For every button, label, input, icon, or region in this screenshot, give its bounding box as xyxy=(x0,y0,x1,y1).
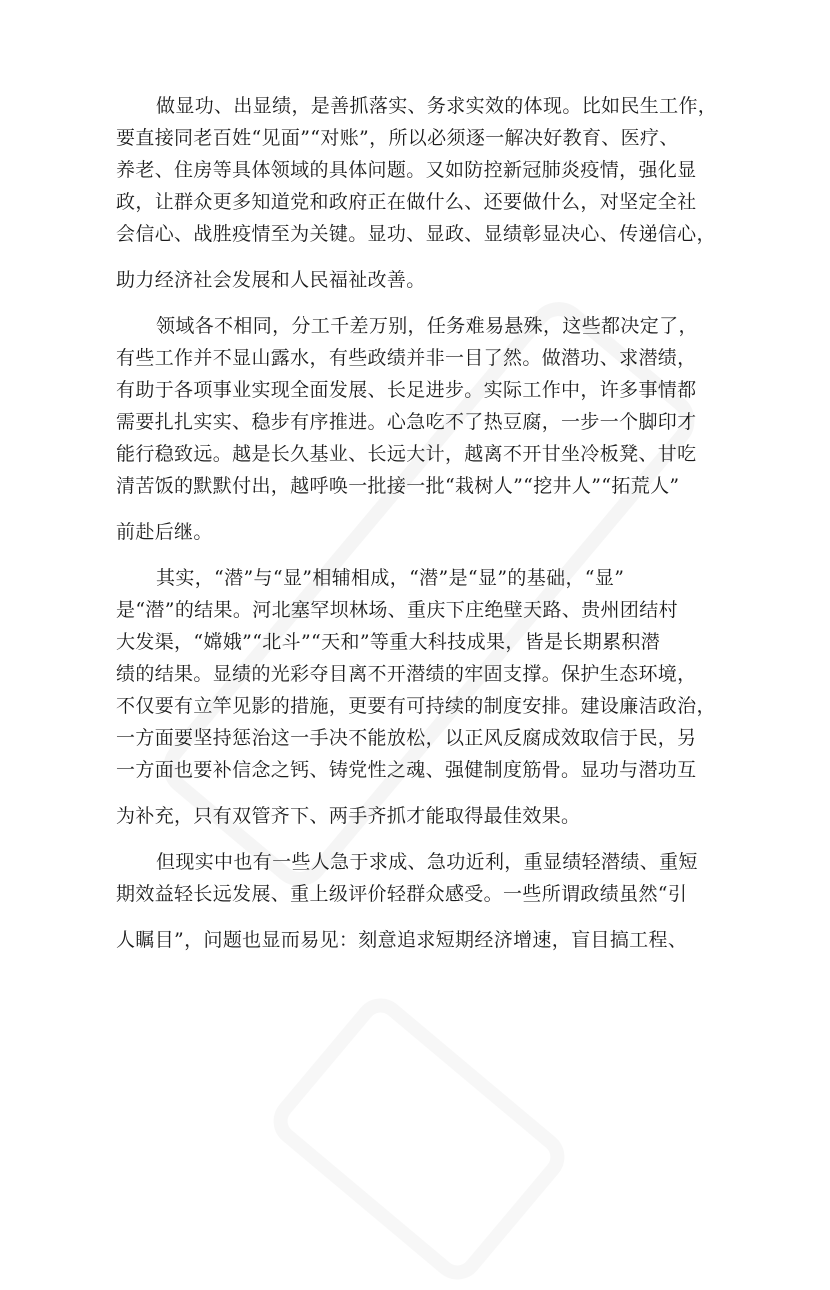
text-line: 不仅要有立竿见影的措施，更要有可持续的制度安排。建设廉洁政治， xyxy=(116,695,716,717)
watermark-shape-lower xyxy=(263,988,575,1290)
paragraph-4 xyxy=(116,846,716,956)
text-line: 养老、住房等具体领域的具体问题。又如防控新冠肺炎疫情，强化显 xyxy=(116,159,697,181)
text-line: 人瞩目”，问题也显而易见：刻意追求短期经济增速，盲目搞工程、 xyxy=(116,929,688,951)
text-line: 是“潜”的结果。河北塞罕坝林场、重庆下庄绝壁天路、贵州团结村 xyxy=(116,599,678,621)
text-line: 会信心、战胜疫情至为关键。显功、显政、显绩彰显决心、传递信心， xyxy=(116,223,716,245)
text-line: 清苦饭的默默付出，越呼唤一批接一批“栽树人”“挖井人”“拓荒人” xyxy=(116,475,680,497)
text-line: 有些工作并不显山露水，有些政绩并非一目了然。做潜功、求潜绩， xyxy=(116,347,697,369)
text-line: 需要扎扎实实、稳步有序推进。心急吃不了热豆腐，一步一个脚印才 xyxy=(116,411,697,433)
text-line: 政，让群众更多知道党和政府正在做什么、还要做什么，对坚定全社 xyxy=(116,191,697,213)
text-line: 为补充，只有双管齐下、两手齐抓才能取得最佳效果。 xyxy=(116,805,581,827)
text-line: 一方面也要补信念之钙、铸党性之魂、强健制度筋骨。显功与潜功互 xyxy=(116,759,697,781)
text-line: 能行稳致远。越是长久基业、长远大计，越离不开甘坐冷板凳、甘吃 xyxy=(116,443,697,465)
text-line: 一方面要坚持惩治这一手决不能放松，以正风反腐成效取信于民，另 xyxy=(116,727,697,749)
paragraph-3 xyxy=(116,562,716,832)
text-line: 其实，“潜”与“显”相辅相成，“潜”是“显”的基础，“显” xyxy=(156,567,625,589)
paragraph-2 xyxy=(116,310,716,548)
text-line: 做显功、出显绩，是善抓落实、务求实效的体现。比如民生工作， xyxy=(156,95,718,117)
text-line: 期效益轻长远发展、重上级评价轻群众感受。一些所谓政绩虽然“引 xyxy=(116,883,688,905)
text-line: 大发渠，“嫦娥”“北斗”“天和”等重大科技成果，皆是长期累积潜 xyxy=(116,631,661,653)
text-line: 要直接同老百姓“见面”“对账”，所以必须逐一解决好教育、医疗、 xyxy=(116,127,679,149)
text-line: 助力经济社会发展和人民福祉改善。 xyxy=(116,269,426,291)
text-line: 前赴后继。 xyxy=(116,521,213,543)
text-line: 有助于各项事业实现全面发展、长足进步。实际工作中，许多事情都 xyxy=(116,379,697,401)
paragraph-1 xyxy=(116,90,716,296)
text-line: 但现实中也有一些人急于求成、急功近利，重显绩轻潜绩、重短 xyxy=(156,851,698,873)
document-body xyxy=(116,90,716,956)
text-line: 绩的结果。显绩的光彩夺目离不开潜绩的牢固支撑。保护生态环境， xyxy=(116,663,697,685)
text-line: 领域各不相同，分工千差万别，任务难易悬殊，这些都决定了， xyxy=(156,315,698,337)
